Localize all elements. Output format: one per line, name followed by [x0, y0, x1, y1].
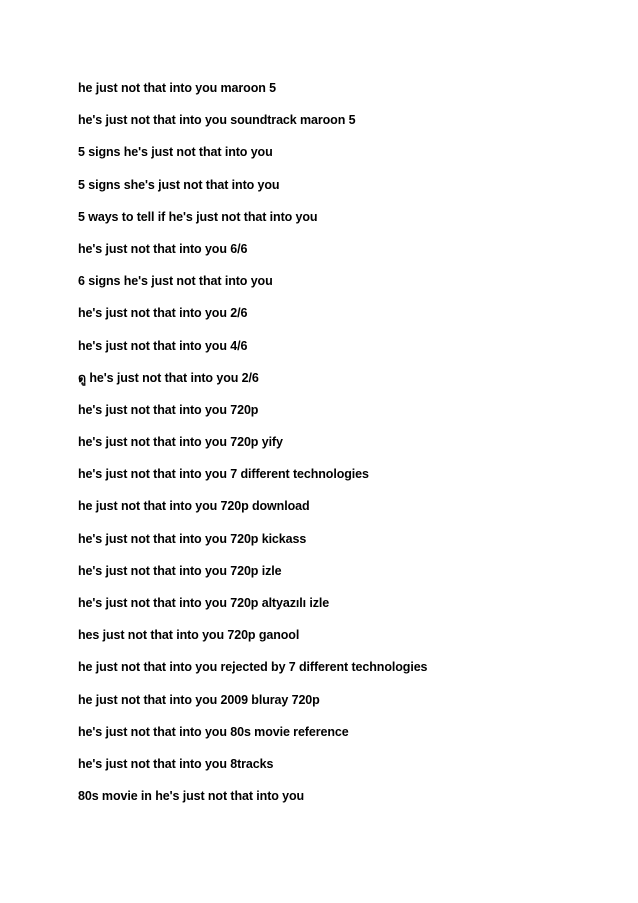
text-line: he's just not that into you 6/6 — [78, 241, 248, 256]
text-line: he's just not that into you 720p izle — [78, 563, 282, 578]
text-line: he's just not that into you 720p — [78, 402, 259, 417]
text-line: 80s movie in he's just not that into you — [78, 789, 305, 804]
text-line: 5 signs he's just not that into you — [78, 145, 273, 160]
text-line: he just not that into you maroon 5 — [78, 81, 276, 95]
text-line: hes just not that into you 720p ganool — [78, 628, 300, 643]
text-line: he just not that into you 2009 bluray 720p — [78, 692, 320, 707]
text-line: he's just not that into you 8tracks — [78, 756, 274, 771]
text-line: 5 signs she's just not that into you — [78, 177, 280, 192]
text-line: he's just not that into you 720p kickass — [78, 531, 307, 546]
text-line: he just not that into you rejected by 7 different technologies — [78, 660, 428, 675]
text-line: ดู he's just not that into you 2/6 — [78, 370, 259, 385]
text-line: he's just not that into you 80s movie reference — [78, 724, 349, 739]
text-line: 5 ways to tell if he's just not that into you — [78, 209, 318, 224]
text-line: he's just not that into you 4/6 — [78, 338, 248, 353]
text-line: he's just not that into you 720p altyazılı izle — [78, 596, 330, 610]
text-lines — [78, 78, 598, 818]
text-line: he's just not that into you 7 different technologies — [78, 467, 369, 482]
text-line: he just not that into you 720p download — [78, 499, 310, 514]
text-line: 6 signs he's just not that into you — [78, 274, 273, 289]
text-line: he's just not that into you 2/6 — [78, 306, 248, 321]
text-line: he's just not that into you 720p yify — [78, 435, 283, 450]
text-line: he's just not that into you soundtrack maroon 5 — [78, 113, 356, 128]
